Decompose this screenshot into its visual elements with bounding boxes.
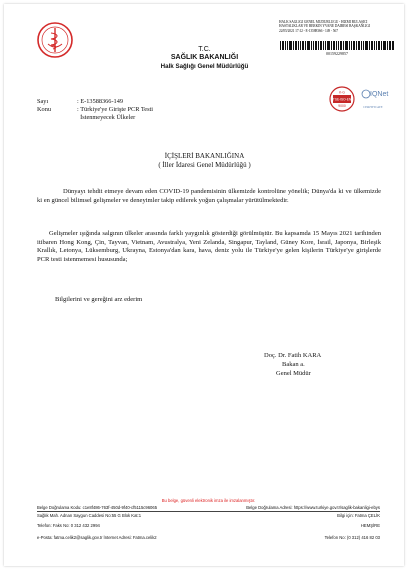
footer-address-row xyxy=(37,513,380,518)
field-value: İstenmeyecek Ülkeler xyxy=(77,114,136,121)
footer-phone-row xyxy=(37,523,380,528)
body-paragraph-1: Dünyayı tehdit etmeye devam eden COVID-19 pandemisinin ülkemizde kontrolüne yönelik; Dünya'da ki ve ülkemizde ki en güncel bilimsel gelişmeler ve deneyimler takip edilerek yoğun çalışmalar yürütülmektedir. xyxy=(37,188,381,204)
header-directorate: Halk Sağlığı Genel Müdürlüğü xyxy=(160,63,249,70)
tse-certificate-icon xyxy=(329,86,355,112)
footer-email-link[interactable]: e-Posta: fatma.celik2@saglik.gov.tr İnternet Adresi: Fatma.celik2 xyxy=(37,535,157,540)
field-row-subject-cont xyxy=(37,114,153,122)
signatory-title-2: Genel Müdür xyxy=(276,369,311,377)
svg-text:TSE-ISO-EN: TSE-ISO-EN xyxy=(332,97,352,102)
field-row-subject xyxy=(37,106,153,114)
footer-phone: Telefon: Faks No: 0 312 432 2994 xyxy=(37,523,100,528)
verification-address-link[interactable]: Belge Doğrulama Adresi: https://www.turkiye.gov.tr/saglik-bakanligi-ebys xyxy=(246,505,380,510)
field-row-number xyxy=(37,98,153,106)
footer-tel: Telefon No: (0 312) 416 82 03 xyxy=(324,535,380,540)
footer-contact-row xyxy=(37,535,380,540)
meta-line-2: HASTALIKLAR VE BERKIN YVANE DAIRESI BAŞKANLIĞI xyxy=(279,24,370,29)
document-page xyxy=(4,4,404,566)
svg-text:IQNet: IQNet xyxy=(370,91,389,98)
body-paragraph-2: Gelişmeler ışığında salgının ülkeler arasında farklı yaygınlık gösterdiği görülmüştür. Bu kapsamda 15 Mayıs 2021 tarihinden itibaren Hong Kong, Çin, Tayvan, Vietnam, Avustralya, Yeni Zelanda, Singapur, Tayland, Güney Kore, İsrail, Japonya, Birleşik Krallık, Letonya, Lüksemburg, Ukrayna, Estonya'dan kara, hava, deniz yolu ile Türkiye'ye gelen kişilerin Türkiye'ye girişlerde PCR testi istenmemesi hususunda; xyxy=(37,230,381,263)
e-signature-notice: Bu belge, güvenli elektronik imza ile imzalanmıştır. xyxy=(161,498,256,503)
footer-divider xyxy=(37,511,380,512)
certificate-logos xyxy=(329,86,389,112)
document-meta xyxy=(279,20,397,33)
meta-line-3: 22/05/2021 17:12 - E-13588366 - 149 - 567 xyxy=(279,28,338,33)
verification-code: Belge Doğrulama Kodu: c1e8f486-763f-450d-9f40-cf5115c96065 xyxy=(37,505,158,510)
reference-fields xyxy=(37,98,153,122)
recipient-block xyxy=(0,152,409,170)
footer-role: HEMŞİRE xyxy=(360,523,380,528)
footer-info: Bilgi için: Fatma ÇELİK xyxy=(337,513,380,518)
signatory-name: Doç. Dr. Fatih KARA xyxy=(264,352,322,359)
field-value: : Türkiye'ye Girişte PCR Testi xyxy=(77,106,154,113)
header-ministry: SAĞLIK BAKANLIĞI xyxy=(170,54,239,61)
body-paragraph-3: Bilgilerini ve gereğini arz ederim xyxy=(55,296,143,303)
recipient-name: İÇİŞLERİ BAKANLIĞINA xyxy=(164,152,245,160)
iqnet-certificate-icon xyxy=(361,86,389,104)
certificate-label: CERTIFICATE xyxy=(363,105,383,109)
footer-address: Sağlık Mah. Adnan Saygun Caddesi No:55 G Blok Kat:1 xyxy=(37,513,142,518)
field-label xyxy=(37,114,77,122)
meta-line-1: HALK SAĞLIĞI GENEL MÜDÜRLÜĞÜ - HIZMI BULAŞICI xyxy=(279,20,368,24)
header-tc: T.C. xyxy=(198,46,211,53)
barcode-number: 00159229857 xyxy=(326,51,348,56)
signatory-title-1: Bakan a. xyxy=(282,360,305,368)
footer-verification xyxy=(37,505,380,510)
field-label: Sayı xyxy=(37,98,49,105)
field-value: : E-13588366-149 xyxy=(77,98,123,105)
recipient-subunit: ( İller İdaresi Genel Müdürlüğü ) xyxy=(158,161,251,169)
signature-block xyxy=(264,352,321,378)
field-label: Konu xyxy=(37,106,51,113)
svg-text:9000: 9000 xyxy=(338,104,346,108)
svg-text:K-G: K-G xyxy=(339,90,345,95)
